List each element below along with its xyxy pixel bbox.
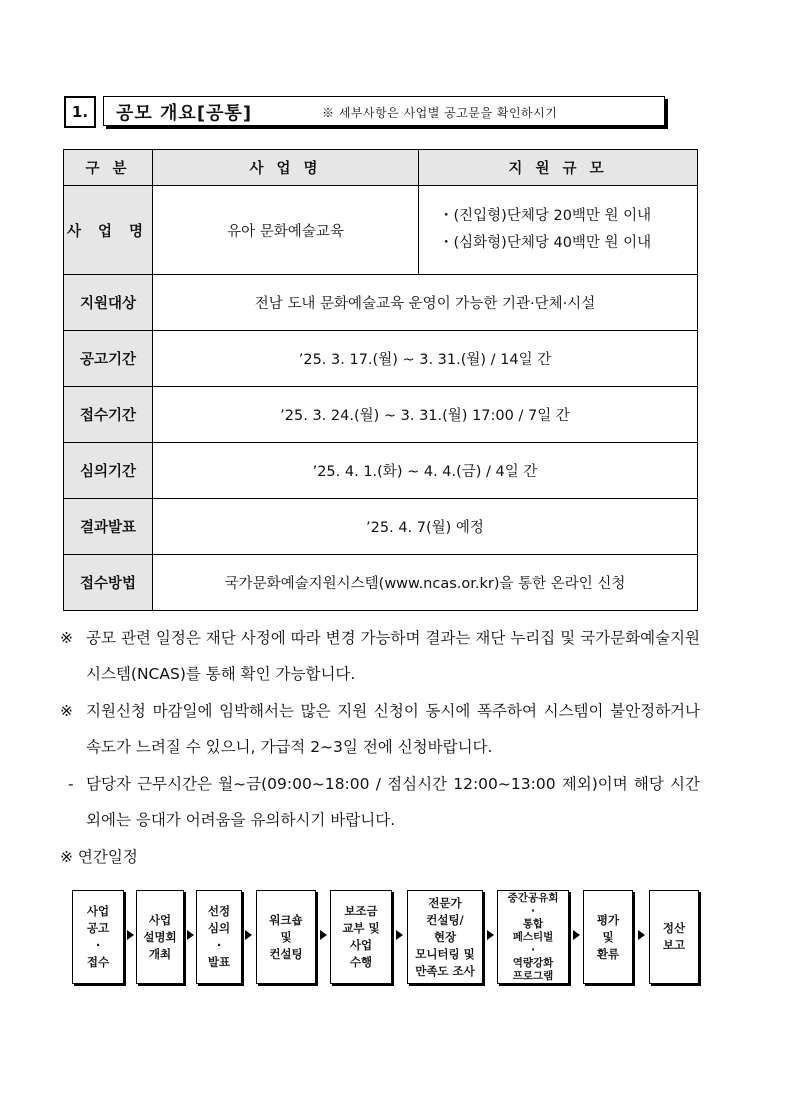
table-row bbox=[64, 186, 698, 275]
flow-step-label: 사업 설명회 개최 bbox=[143, 912, 177, 961]
scale-item: ・(심화형)단체당 40백만 원 이내 bbox=[439, 235, 652, 251]
section-title: 공모 개요[공통] bbox=[116, 103, 253, 124]
row-value: ’25. 4. 7(월) 예정 bbox=[153, 499, 698, 555]
arrow-right-icon bbox=[396, 930, 403, 940]
flow-step bbox=[136, 890, 184, 984]
section-title-box bbox=[103, 96, 665, 126]
note-mark: ※ bbox=[60, 629, 73, 647]
section-note: ※ 세부사항은 사업별 공고문을 확인하시기 bbox=[322, 106, 558, 120]
flow-step-label: 사업 공고 · 접수 bbox=[86, 904, 110, 969]
flow-step-label: 평가 및 환류 bbox=[596, 912, 620, 961]
flow-step bbox=[196, 890, 242, 984]
row-label: 사 업 명 bbox=[64, 186, 153, 275]
row-value: 국가문화예술지원시스템(www.ncas.or.kr)을 통한 온라인 신청 bbox=[153, 555, 698, 611]
table-header-row bbox=[64, 150, 698, 186]
scale-item: ・(진입형)단체당 20백만 원 이내 bbox=[439, 208, 652, 224]
arrow-right-icon bbox=[638, 930, 645, 940]
row-label: 공고기간 bbox=[64, 331, 153, 387]
table-row bbox=[64, 387, 698, 443]
flow-step-label: 보조금 교부 및 사업 수행 bbox=[342, 904, 380, 969]
arrow-right-icon bbox=[487, 930, 494, 940]
row-value: ’25. 3. 24.(월) ~ 3. 31.(월) 17:00 / 7일 간 bbox=[153, 387, 698, 443]
arrow-right-icon bbox=[320, 930, 327, 940]
flow-step bbox=[72, 890, 124, 984]
header-support-scale: 지 원 규 모 bbox=[419, 150, 698, 186]
arrow-right-icon bbox=[573, 930, 580, 940]
row-value: ’25. 4. 1.(화) ~ 4. 4.(금) / 4일 간 bbox=[153, 443, 698, 499]
header-business-name: 사 업 명 bbox=[153, 150, 419, 186]
table-row bbox=[64, 275, 698, 331]
flow-step bbox=[330, 890, 392, 984]
flow-step bbox=[497, 890, 569, 984]
flow-step bbox=[256, 890, 316, 984]
arrow-right-icon bbox=[187, 930, 194, 940]
section-header bbox=[64, 96, 666, 128]
note-text: 공모 관련 일정은 재단 사정에 따라 변경 가능하며 결과는 재단 누리집 및 국가문화예술지원시스템(NCAS)를 통해 확인 가능합니다. bbox=[86, 629, 700, 683]
table-row bbox=[64, 499, 698, 555]
row-value: ’25. 3. 17.(월) ~ 3. 31.(월) / 14일 간 bbox=[153, 331, 698, 387]
row-value: 전남 도내 문화예술교육 운영이 가능한 기관·단체·시설 bbox=[153, 275, 698, 331]
flow-step bbox=[649, 890, 699, 984]
note-mark: ※ bbox=[60, 702, 73, 720]
row-label: 결과발표 bbox=[64, 499, 153, 555]
flow-step-label: 워크숍 및 컨설팅 bbox=[269, 912, 303, 961]
table-row bbox=[64, 331, 698, 387]
header-category: 구 분 bbox=[64, 150, 153, 186]
flow-step bbox=[407, 890, 483, 984]
row-label: 접수기간 bbox=[64, 387, 153, 443]
note-deadline bbox=[60, 693, 700, 765]
arrow-right-icon bbox=[245, 930, 252, 940]
annual-schedule-flow bbox=[72, 890, 702, 984]
flow-step-label: 전문가 컨설팅/ 현장 모니터링 및 만족도 조사 bbox=[415, 895, 475, 978]
row-label: 접수방법 bbox=[64, 555, 153, 611]
arrow-right-icon bbox=[127, 930, 134, 940]
row-label: 심의기간 bbox=[64, 443, 153, 499]
flow-step bbox=[583, 890, 633, 984]
flow-title: ※ 연간일정 bbox=[60, 848, 138, 866]
support-scale bbox=[419, 186, 698, 275]
note-office-hours bbox=[60, 766, 700, 838]
flow-step-label: 중간공유회 · 통합 페스티벌 · 역량강화 프로그램 bbox=[507, 891, 559, 982]
flow-step-label: 정산 보고 bbox=[662, 921, 686, 952]
flow-step-label: 선정 심의 · 발표 bbox=[207, 904, 231, 969]
overview-table bbox=[63, 149, 698, 611]
note-schedule-change bbox=[60, 620, 700, 692]
row-label: 지원대상 bbox=[64, 275, 153, 331]
section-number: 1. bbox=[64, 96, 96, 128]
note-text: 담당자 근무시간은 월~금(09:00~18:00 / 점심시간 12:00~13:00 제외)이며 해당 시간 외에는 응대가 어려움을 유의하시기 바랍니다. bbox=[86, 775, 700, 829]
note-mark: - bbox=[68, 775, 74, 793]
table-row bbox=[64, 555, 698, 611]
business-name: 유아 문화예술교육 bbox=[153, 186, 419, 275]
table-row bbox=[64, 443, 698, 499]
note-text: 지원신청 마감일에 임박해서는 많은 지원 신청이 동시에 폭주하여 시스템이 불안정하거나 속도가 느려질 수 있으니, 가급적 2~3일 전에 신청바랍니다. bbox=[86, 702, 700, 756]
